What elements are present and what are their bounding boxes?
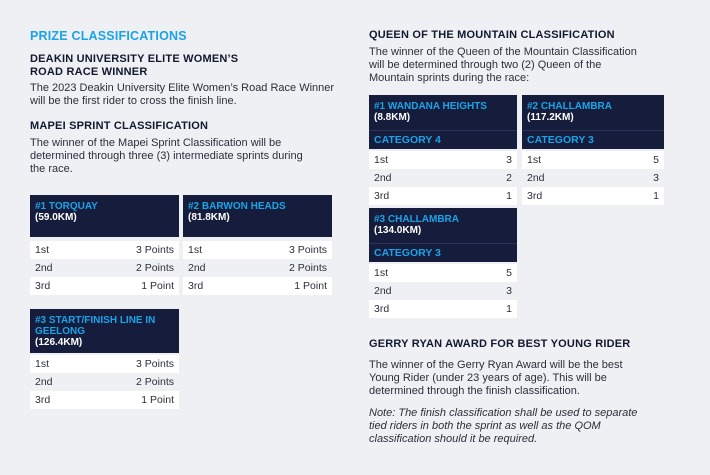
category-label: CATEGORY 3 [369,243,517,262]
qom-table-challambra-2 [369,208,517,318]
table-row: 2nd 2 Points [188,262,327,274]
table-row: 2nd 3 [527,172,659,184]
table-row: 1st 3 Points [30,355,179,373]
page-title: PRIZE CLASSIFICATIONS [30,29,187,43]
sprint-table-header: #3 START/FINISH LINE IN GEELONG (126.4KM) [30,309,179,353]
category-label: CATEGORY 3 [522,130,664,149]
table-row: 2nd 2 Points [35,262,174,274]
table-row: 2nd 3 [374,285,512,297]
sprint-table-barwon-heads [183,195,332,295]
sprint-table-header: #2 BARWON HEADS (81.8KM) [183,195,332,237]
sprint-table-header: #1 TORQUAY (59.0KM) [30,195,179,237]
young-rider-heading: GERRY RYAN AWARD FOR BEST YOUNG RIDER [369,338,631,350]
note-text: Note: The finish classification shall be used to separate tied riders in both the sprint as well as the QOM classification should it be required. [369,407,638,445]
table-row: 3rd 1 [522,187,664,205]
qom-table-challambra-1 [522,95,664,205]
table-row: 3rd 1 [369,300,517,318]
table-row: 2nd 2 Points [35,376,174,388]
table-row: 2nd 2 [374,172,512,184]
qom-heading: QUEEN OF THE MOUNTAIN CLASSIFICATION [369,29,615,41]
qom-table-header: #2 CHALLAMBRA (117.2KM) [522,95,664,130]
table-row: 1st 5 [369,264,517,282]
table-row: 1st 3 Points [30,241,179,259]
sprint-heading: MAPEI SPRINT CLASSIFICATION [30,120,209,132]
table-row: 1st 5 [522,151,664,169]
sprint-table-torquay [30,195,179,295]
table-row: 1st 3 [369,151,517,169]
category-label: CATEGORY 4 [369,130,517,149]
table-row: 3rd 1 [369,187,517,205]
sprint-text: The winner of the Mapei Sprint Classification will be determined through three (3) intermediate sprints during the race. [30,137,303,175]
table-row: 3rd 1 Point [30,277,179,295]
sprint-table-geelong [30,309,179,409]
table-row: 3rd 1 Point [30,391,179,409]
qom-table-header: #3 CHALLAMBRA (134.0KM) [369,208,517,243]
race-winner-heading: DEAKIN UNIVERSITY ELITE WOMEN’S ROAD RACE WINNER [30,53,239,78]
young-rider-text: The winner of the Gerry Ryan Award will be the best Young Rider (under 23 years of age). This will be determined through the finish classification. [369,359,623,397]
qom-table-wandana-heights [369,95,517,205]
table-row: 3rd 1 Point [183,277,332,295]
qom-text: The winner of the Queen of the Mountain Classification will be determined through two (2) Queen of the Mountain sprints during the race: [369,46,637,84]
race-winner-text: The 2023 Deakin University Elite Women’s Road Race Winner will be the first rider to cross the finish line. [30,82,335,107]
table-row: 1st 3 Points [183,241,332,259]
qom-table-header: #1 WANDANA HEIGHTS (8.8KM) [369,95,517,130]
